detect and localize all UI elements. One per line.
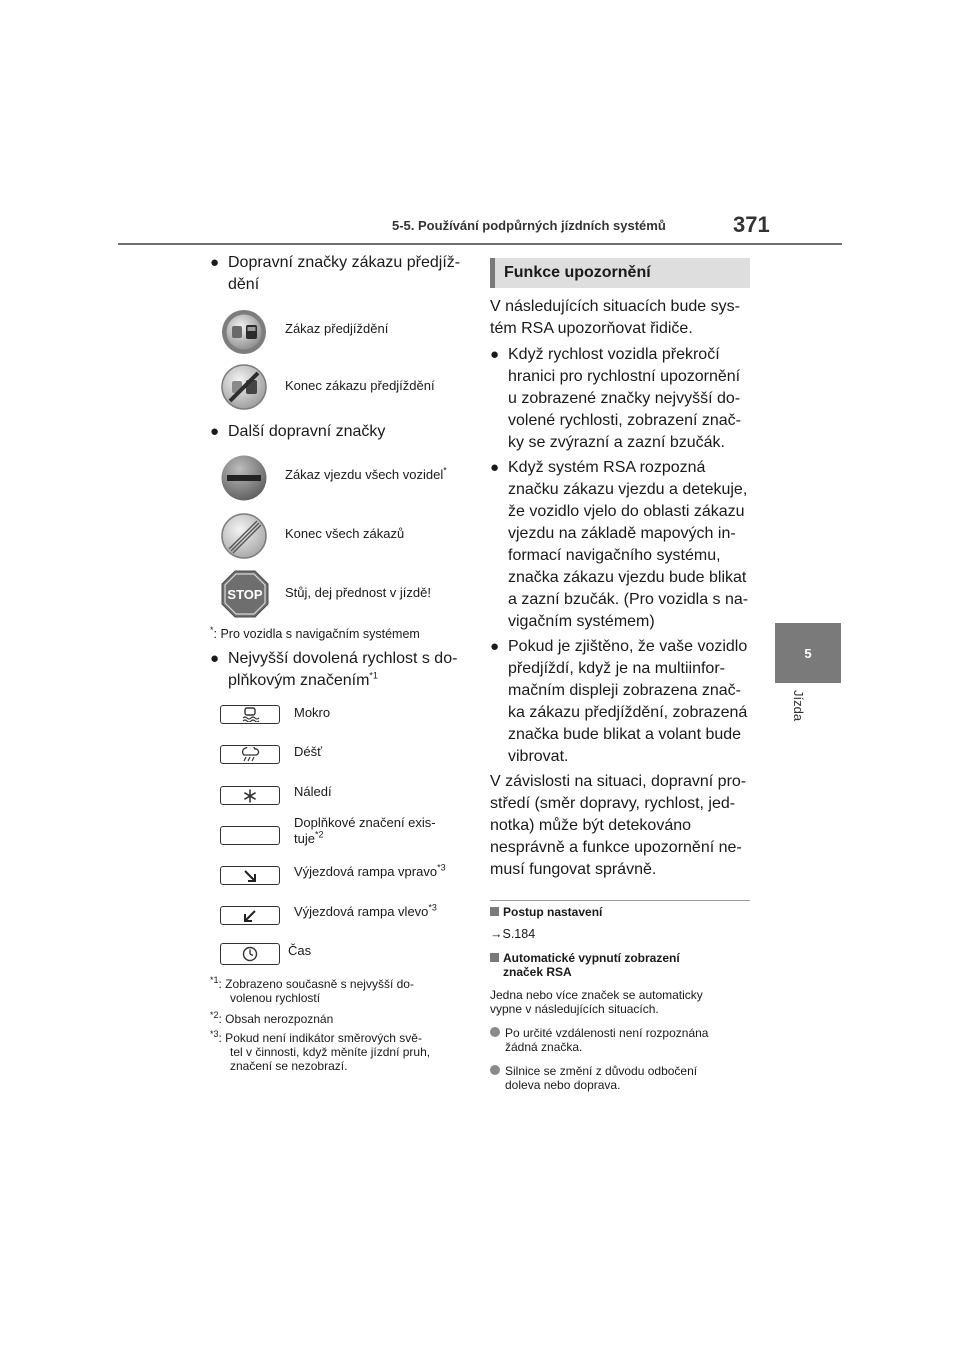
intro-paragraph: V následujících situacích bude sys- tém RSA upozorňovat řidiče. (490, 298, 740, 337)
footnote-mark: *3 (428, 902, 437, 913)
svg-text:STOP: STOP (227, 587, 263, 602)
bullet-speed-exceeded: ● Když rychlost vozidla překročí hranici pro rychlostní upozornění u zobrazené značky nejvyšší do- volené rychlosti, zobrazení znač- ky se zvýrazní a zazní bzučák. (490, 346, 741, 451)
circle-bullet-icon (490, 1027, 500, 1037)
plate-label: Výjezdová rampa vpravo$^{*3}$ (294, 862, 446, 879)
bullet-dot-icon: ● (490, 459, 500, 476)
footnote-mark: *2 (314, 829, 324, 840)
bullet-dot-icon: ● (210, 423, 220, 440)
no-overtaking-sign-icon (221, 309, 267, 355)
bullet-overtaking-detected: ● Pokud je zjištěno, že vaše vozidlo předjíždí, když je na multiinfor- mačním displeji zobrazena znač- ka zákazu předjíždění, zobrazená značka bude blikat a volant bude vibrovat. (490, 638, 748, 765)
circle-bullet-icon (490, 1065, 500, 1075)
bullet-max-speed (210, 648, 470, 692)
section-heading-warning-function: Funkce upozornění (490, 258, 750, 288)
chapter-tab (775, 623, 841, 683)
plate-label: Náledí (294, 784, 332, 799)
section-title: 5-5. Používání podpůrných jízdních systémů (392, 218, 666, 233)
bullet-no-entry-detected: ● Když systém RSA rozpozná značku zákazu vjezdu a detekuje, že vozidlo vjelo do oblasti zákazu vjezdu na základě mapových in- formací navigačního systému, značka zákazu vjezdu bude blikat a zazní bzučák. (Pro vozidla s na- vigačním systémem) (490, 459, 749, 630)
bullet-line: Další dopravní značky (228, 423, 386, 440)
plate-label: Výjezdová rampa vlevo$^{*3}$ (294, 902, 437, 919)
page-reference-link[interactable]: →S.184 (490, 927, 536, 941)
plate-label: Čas (288, 943, 312, 958)
bullet-dot-icon: ● (210, 254, 220, 271)
square-bullet-icon (490, 953, 499, 962)
footnote-navigation: *: Pro vozidla s navigačním systémem (210, 624, 420, 641)
header-rule (118, 243, 842, 245)
chapter-label: Jízda (791, 690, 806, 722)
bullet-other-signs (210, 421, 470, 443)
plate-label: Mokro (294, 705, 331, 720)
chapter-number: 5 (804, 645, 812, 661)
square-bullet-icon (490, 907, 499, 916)
snowflake-icon (220, 786, 280, 805)
sign-label: Zákaz předjíždění (285, 321, 389, 336)
outro-paragraph: V závislosti na situaci, dopravní pro- středí (směr dopravy, rychlost, jed- notka) může být detekováno nesprávně a funkce upozornění ne- musí fungovat správně. (490, 773, 747, 878)
footnote-3: $^{*3}$: Pokud není indikátor směrových svě- tel v činnosti, když měníte jízdní pruh, značení se nezobrazí. (210, 1029, 431, 1073)
rain-icon (220, 745, 280, 764)
auto-off-heading: Automatické vypnutí zobrazení značek RSA (490, 951, 755, 979)
setup-heading: Postup nastavení (490, 905, 602, 919)
bullet-line: dění (228, 276, 260, 293)
divider (490, 900, 750, 901)
footnote-mark: *3 (437, 862, 446, 873)
sign-label: Konec všech zákazů (285, 526, 405, 541)
blank-plate-icon (220, 826, 280, 845)
auto-off-item: Silnice se změní z důvodu odbočení doleva nebo doprava. (490, 1064, 760, 1094)
auto-off-intro: Jedna nebo více značek se automaticky vypne v následujících situacích. (490, 988, 703, 1016)
plate-label: Déšť (294, 744, 322, 759)
end-no-overtaking-sign-icon (221, 364, 267, 410)
clock-icon (220, 943, 280, 965)
plate-label: Doplňkové značení exis- tuje$^{*2}$ (294, 815, 436, 846)
bullet-line: Dopravní značky zákazu předjíž- (228, 254, 461, 271)
bullet-line: plňkovým značením (228, 672, 370, 689)
stop-sign-icon (221, 570, 269, 618)
bullet-line: Nejvyšší dovolená rychlost s do- (228, 650, 458, 667)
bullet-dot-icon: ● (490, 346, 500, 363)
arrow-down-left-icon (220, 906, 280, 925)
footnote-2: $^{*2}$: Obsah nerozpoznán (210, 1010, 334, 1026)
footnote-1: $^{*1}$: Zobrazeno současně s nejvyšší do- volenou rychlostí (210, 975, 414, 1005)
bullet-dot-icon: ● (490, 638, 500, 655)
footnote-mark: *1 (369, 670, 378, 681)
sign-label: Zákaz vjezdu všech vozidel* (285, 465, 447, 482)
wet-road-icon (220, 705, 280, 724)
auto-off-item: Po určité vzdálenosti není rozpoznána žádná značka. (490, 1026, 760, 1056)
end-all-restrictions-sign-icon (221, 513, 267, 559)
no-entry-sign-icon (221, 455, 267, 501)
footnote-mark: * (443, 465, 447, 476)
bullet-dot-icon: ● (210, 650, 220, 667)
page-number: 371 (733, 212, 770, 237)
sign-label: Konec zákazu předjíždění (285, 378, 435, 393)
sign-label: Stůj, dej přednost v jízdě! (285, 585, 431, 600)
arrow-down-right-icon (220, 866, 280, 885)
bullet-no-overtaking-signs (210, 252, 470, 296)
